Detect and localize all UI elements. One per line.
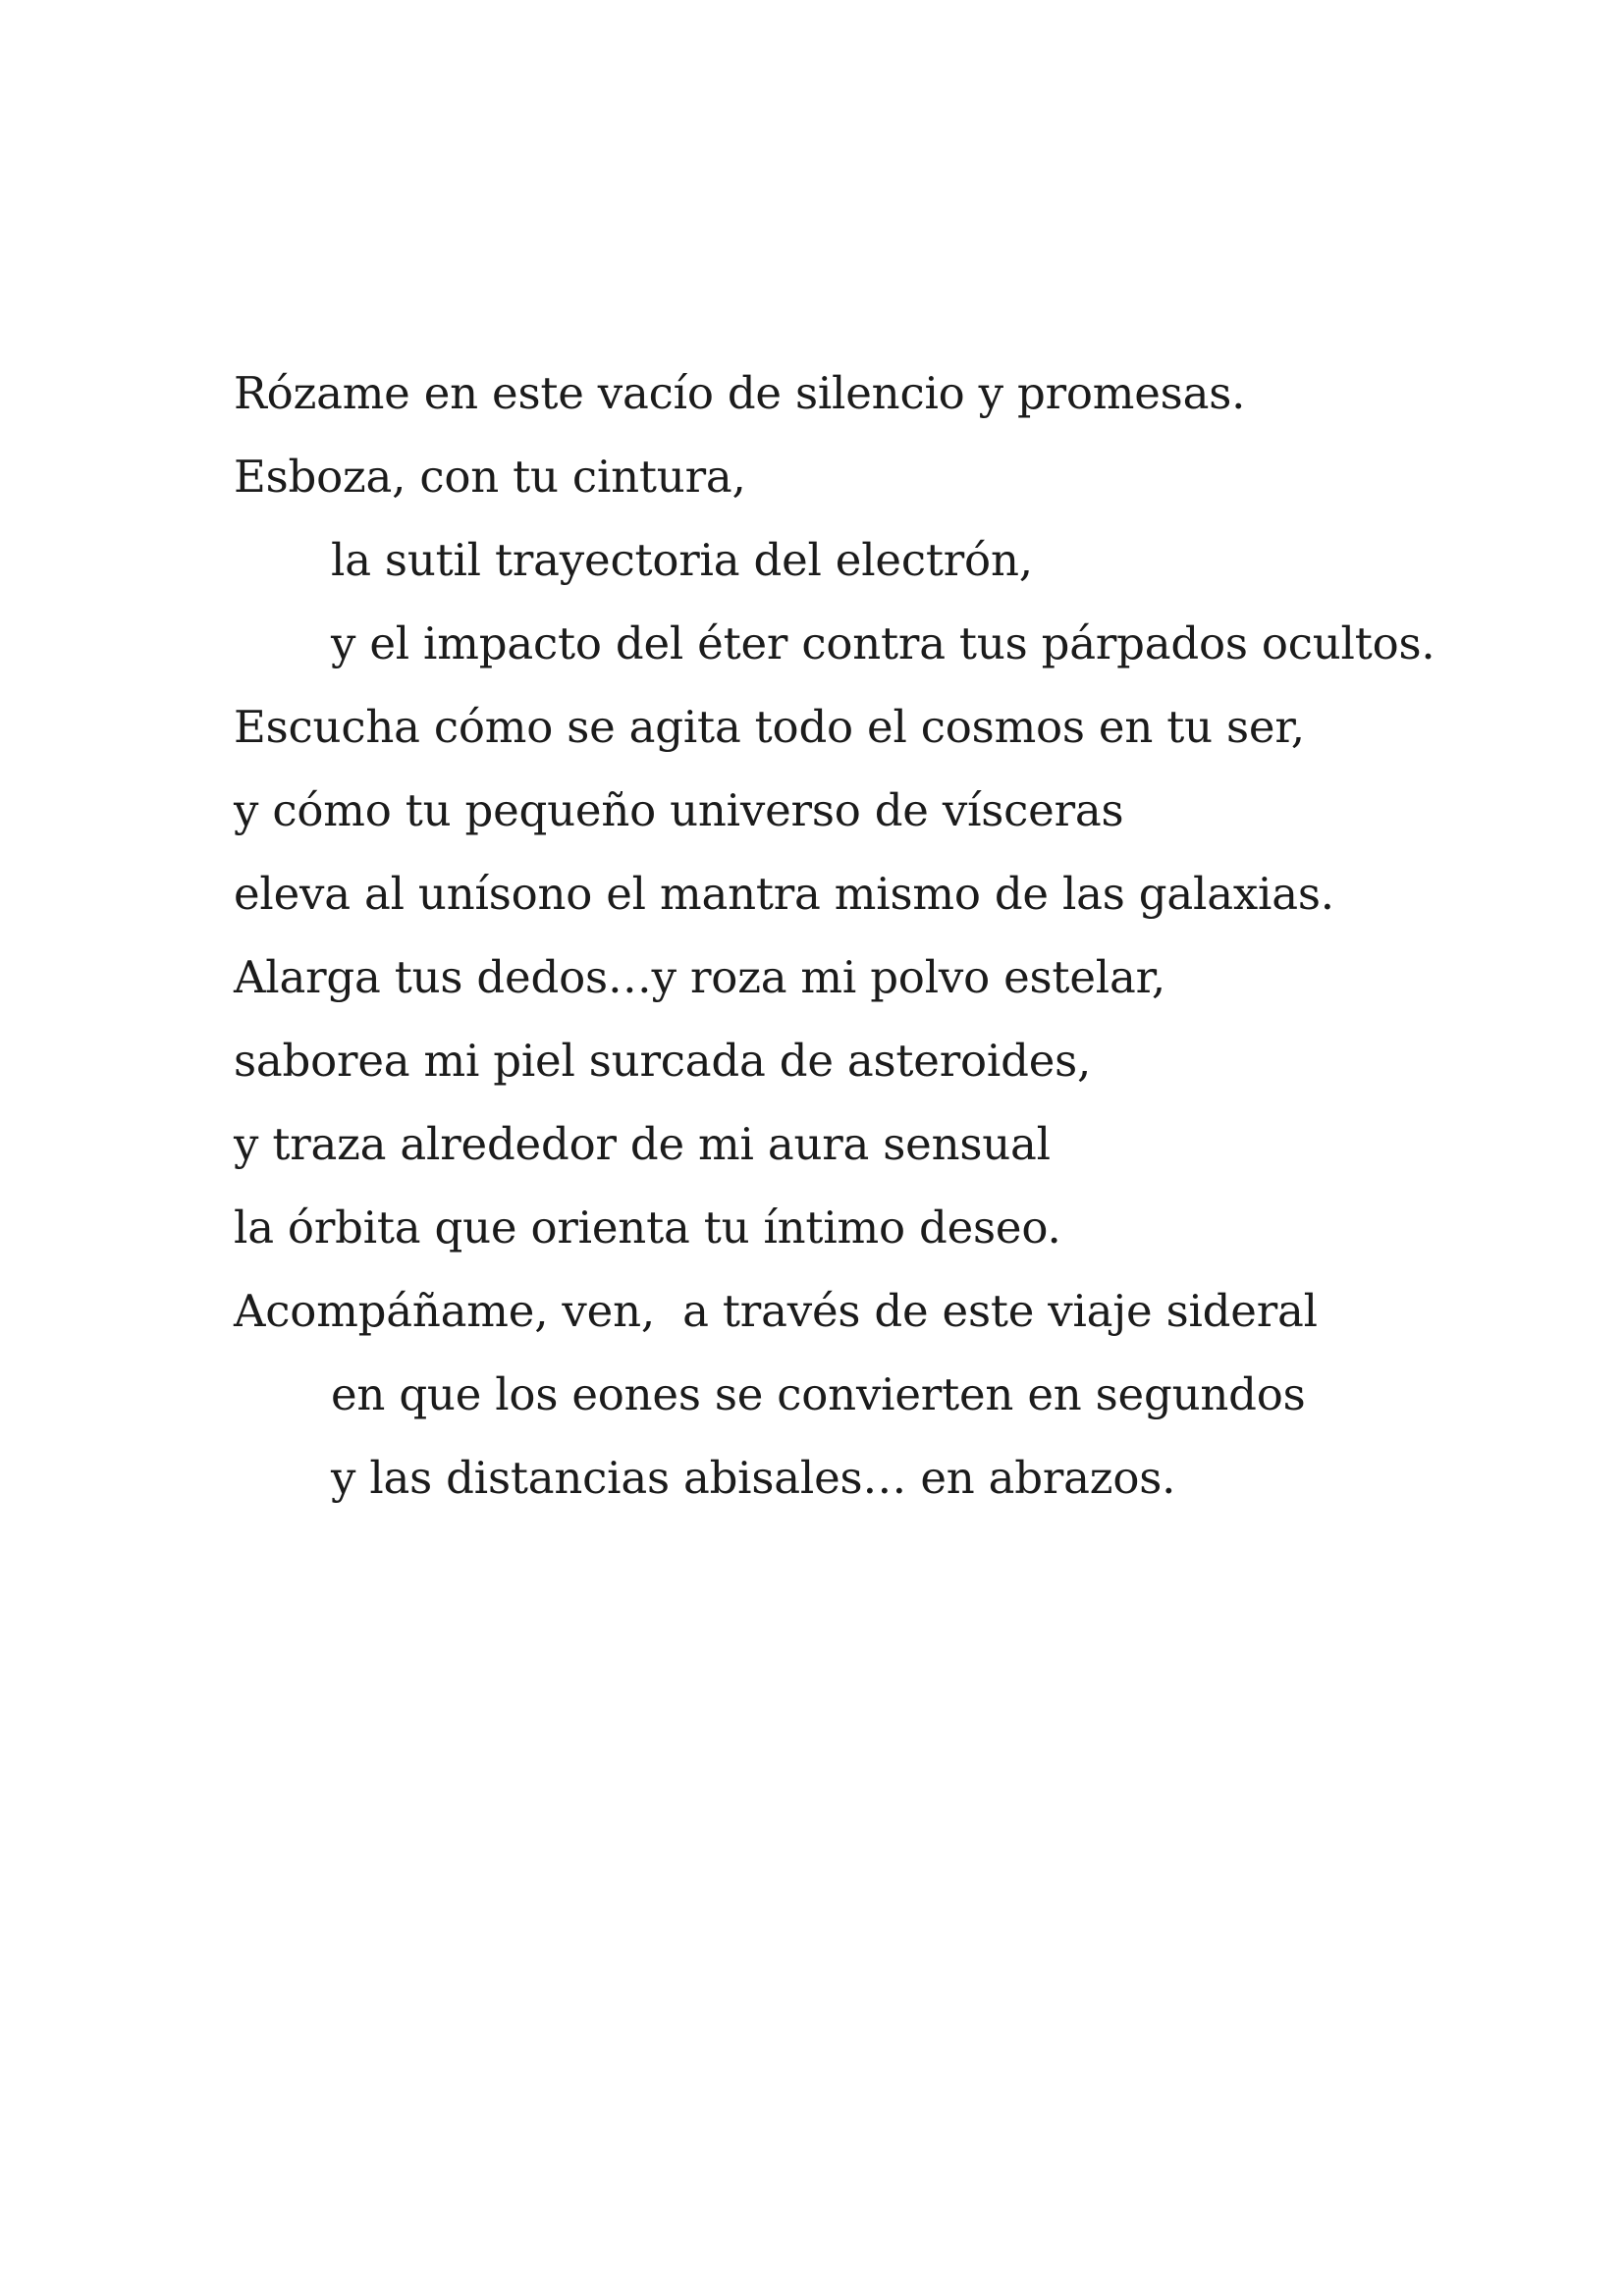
poem-line: la órbita que orienta tu íntimo deseo. — [234, 1201, 1061, 1254]
poem-line: eleva al unísono el mantra mismo de las galaxias. — [234, 868, 1334, 920]
poem-line: Escucha cómo se agita todo el cosmos en tu ser, — [234, 701, 1305, 753]
poem-line: y el impacto del éter contra tus párpados ocultos. — [331, 617, 1435, 669]
poem-line: en que los eones se convierten en segundos — [331, 1368, 1306, 1420]
poem-line: Esboza, con tu cintura, — [234, 451, 746, 503]
poem-line: Alarga tus dedos…y roza mi polvo estelar, — [234, 951, 1166, 1003]
poem-line: la sutil trayectoria del electrón, — [331, 534, 1033, 586]
poem-line: y las distancias abisales… en abrazos. — [331, 1452, 1176, 1504]
poem-line: Acompáñame, ven, a través de este viaje sideral — [234, 1285, 1318, 1337]
poem-line: y traza alrededor de mi aura sensual — [234, 1118, 1051, 1170]
poem — [234, 351, 1451, 1520]
poem-line: y cómo tu pequeño universo de vísceras — [234, 784, 1124, 836]
poem-line: Rózame en este vacío de silencio y promesas. — [234, 367, 1246, 419]
poem-line: saborea mi piel surcada de asteroides, — [234, 1035, 1092, 1087]
